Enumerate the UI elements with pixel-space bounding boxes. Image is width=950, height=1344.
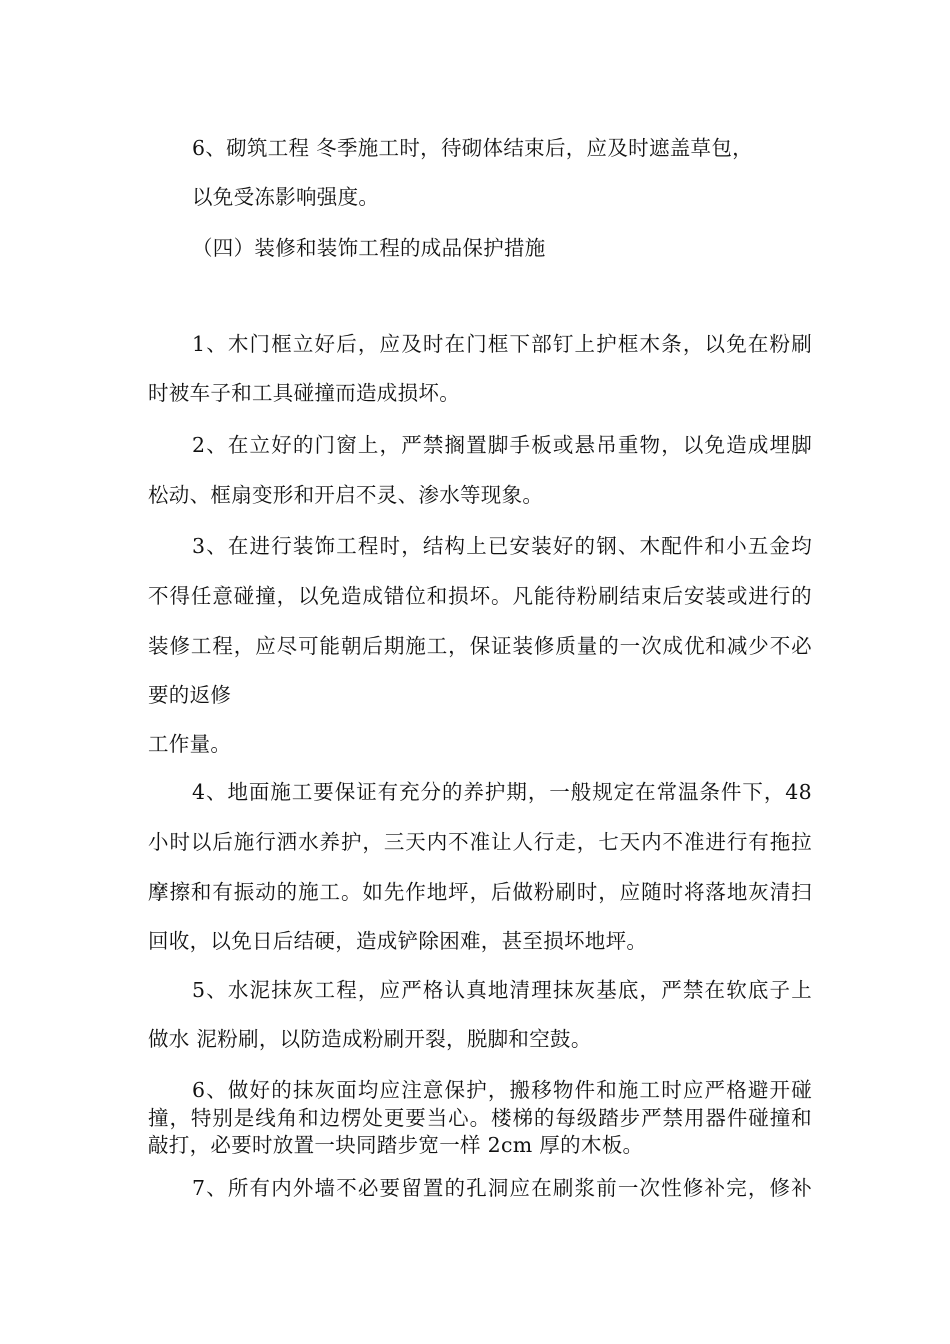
- text-line: 以免受冻影响强度。: [192, 185, 380, 209]
- section-heading: （四）装修和装饰工程的成品保护措施: [192, 236, 546, 260]
- text-line: 5、水泥抹灰工程，应严格认真地清理抹灰基底，严禁在软底子上: [192, 978, 812, 1002]
- text-line: 要的返修: [148, 683, 232, 707]
- text-line: 1、木门框立好后，应及时在门框下部钉上护框木条，以免在粉刷: [192, 332, 812, 356]
- text-line: 敲打，必要时放置一块同踏步宽一样 2cm 厚的木板。: [148, 1133, 644, 1157]
- text-line: 装修工程，应尽可能朝后期施工，保证装修质量的一次成优和减少不必: [148, 634, 812, 658]
- text-line: 3、在进行装饰工程时，结构上已安装好的钢、木配件和小五金均: [192, 534, 812, 558]
- text-line: 4、地面施工要保证有充分的养护期，一般规定在常温条件下，48: [192, 780, 812, 804]
- text-line: 时被车子和工具碰撞而造成损坏。: [148, 381, 460, 405]
- text-line: 不得任意碰撞，以免造成错位和损坏。凡能待粉刷结束后安装或进行的: [148, 584, 812, 608]
- text-line: 2、在立好的门窗上，严禁搁置脚手板或悬吊重物，以免造成埋脚: [192, 433, 812, 457]
- text-line: 回收，以免日后结硬，造成铲除困难，甚至损坏地坪。: [148, 929, 648, 953]
- text-line: 工作量。: [148, 732, 232, 756]
- text-line: 小时以后施行洒水养护，三天内不准让人行走，七天内不准进行有拖拉: [148, 830, 812, 854]
- text-line: 摩擦和有振动的施工。如先作地坪，后做粉刷时，应随时将落地灰清扫: [148, 880, 812, 904]
- text-line: 7、所有内外墙不必要留置的孔洞应在刷浆前一次性修补完，修补: [192, 1176, 812, 1200]
- text-line: 松动、框扇变形和开启不灵、渗水等现象。: [148, 483, 544, 507]
- text-line: 6、做好的抹灰面均应注意保护，搬移物件和施工时应严格避开碰: [192, 1078, 812, 1102]
- text-line: 6、砌筑工程 冬季施工时，待砌体结束后，应及时遮盖草包，: [192, 136, 753, 160]
- text-line: 做水 泥粉刷，以防造成粉刷开裂，脱脚和空鼓。: [148, 1027, 592, 1051]
- text-line: 撞，特别是线角和边楞处更要当心。楼梯的每级踏步严禁用器件碰撞和: [148, 1106, 812, 1130]
